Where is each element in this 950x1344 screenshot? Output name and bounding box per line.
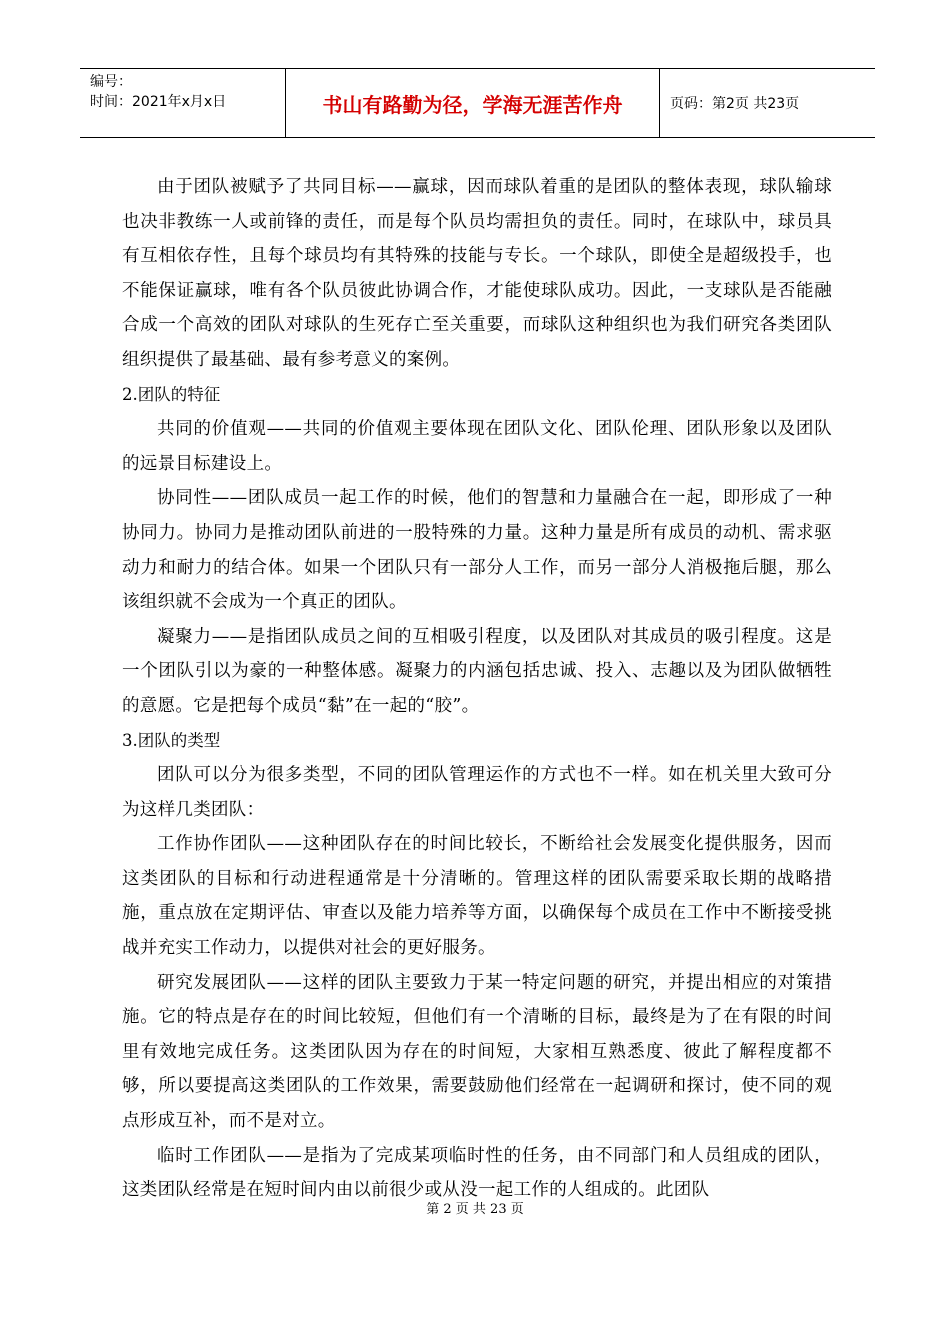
number-label: 编号：: [90, 74, 132, 90]
time-label: 时间：2021年x月x日: [90, 94, 227, 110]
section-heading-2: 2.团队的特征: [122, 384, 221, 404]
page-header: [80, 68, 875, 138]
section-heading-3: 3.团队的类型: [122, 730, 221, 750]
page-footer: 第 2 页 共 23 页: [426, 1202, 524, 1217]
header-page-info: 页码：第2页 共23页: [670, 96, 800, 112]
paragraph-6: 工作协作团队——这种团队存在的时间比较长，不断给社会发展变化提供服务，因而这类团队的目标和行动进程通常是十分清晰的。管理这样的团队需要采取长期的战略措施，重点放在定期评估、审查以及能力培养等方面，以确保每个成员在工作中不断接受挑战并充实工作动力，以提供对社会的更好服务。: [122, 834, 832, 959]
paragraph-5: 团队可以分为很多类型，不同的团队管理运作的方式也不一样。如在机关里大致可分为这样几类团队：: [122, 765, 832, 820]
paragraph-2: 共同的价值观——共同的价值观主要体现在团队文化、团队伦理、团队形象以及团队的远景目标建设上。: [122, 419, 832, 474]
header-motto: 书山有路勤为径，学海无涯苦作舟: [285, 69, 660, 137]
paragraph-8: 临时工作团队——是指为了完成某项临时性的任务，由不同部门和人员组成的团队，这类团队经常是在短时间内由以前很少或从没一起工作的人组成的。此团队: [122, 1145, 832, 1201]
paragraph-3: 协同性——团队成员一起工作的时候，他们的智慧和力量融合在一起，即形成了一种协同力。协同力是推动团队前进的一股特殊的力量。这种力量是所有成员的动机、需求驱动力和耐力的结合体。如果一个团队只有一部分人工作，而另一部分人消极拖后腿，那么该组织就不会成为一个真正的团队。: [122, 488, 832, 613]
paragraph-7: 研究发展团队——这样的团队主要致力于某一特定问题的研究，并提出相应的对策措施。它的特点是存在的时间比较短，但他们有一个清晰的目标，最终是为了在有限的时间里有效地完成任务。这类团队因为存在的时间短，大家相互熟悉度、彼此了解程度都不够，所以要提高这类团队的工作效果，需要鼓励他们经常在一起调研和探讨，使不同的观点形成互补，而不是对立。: [122, 972, 832, 1132]
paragraph-1: 由于团队被赋予了共同目标——赢球，因而球队着重的是团队的整体表现，球队输球也决非教练一人或前锋的责任，而是每个队员均需担负的责任。同时，在球队中，球员具有互相依存性，且每个球员均有其特殊的技能与专长。一个球队，即使全是超级投手，也不能保证赢球，唯有各个队员彼此协调合作，才能使球队成功。因此，一支球队是否能融合成一个高效的团队对球队的生死存亡至关重要，而球队这种组织也为我们研究各类团队组织提供了最基础、最有参考意义的案例。: [122, 177, 832, 370]
paragraph-4: 凝聚力——是指团队成员之间的互相吸引程度，以及团队对其成员的吸引程度。这是一个团队引以为豪的一种整体感。凝聚力的内涵包括忠诚、投入、志趣以及为团队做牺牲的意愿。它是把每个成员“黏”在一起的“胶”。: [122, 626, 832, 716]
document-body: [122, 170, 832, 1208]
header-left-cell: [80, 69, 285, 137]
